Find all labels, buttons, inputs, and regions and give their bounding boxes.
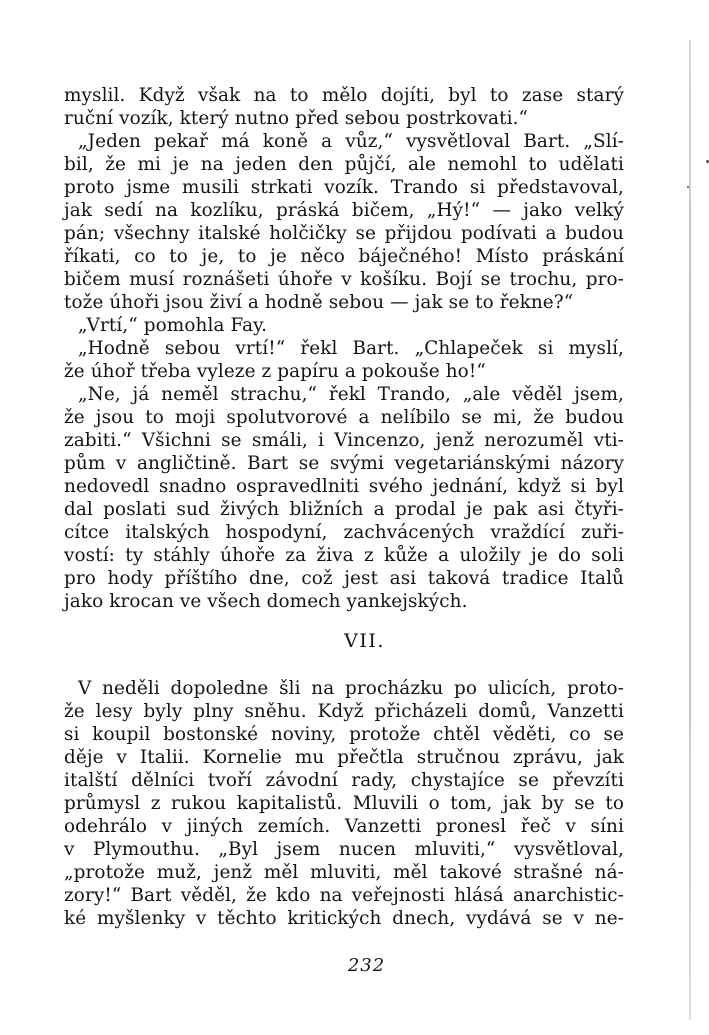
text-line: cítce italských hospodyní, zachvácených vraždící zuři-: [64, 522, 624, 543]
text-line: „Vrtí,“ pomohla Fay.: [78, 315, 268, 336]
text-line: zabiti.“ Všichni se smáli, i Vincenzo, jenž nerozuměl vti-: [64, 430, 624, 451]
text-line: myslil. Když však na to mělo dojíti, byl to zase starý: [64, 85, 624, 106]
text-line: jako krocan ve všech domech yankejských.: [64, 591, 468, 612]
text-line: bil, že mi je na jeden den půjčí, ale nemohl to udělati: [64, 154, 624, 175]
text-line: „protože muž, jenž měl mluviti, měl takové strašné ná-: [64, 862, 624, 883]
text-line: děje v Italii. Kornelie mu přečtla stručnou zprávu, jak: [64, 747, 624, 768]
text-line: pro hody příštího dne, což jest asi taková tradice Italů: [64, 568, 624, 589]
edge-speck: [687, 186, 689, 188]
text-line: vostí: ty stáhly úhoře za živa z kůže a uložily je do soli: [64, 545, 624, 566]
text-line: že úhoř třeba vyleze z papíru a pokouše ho!“: [64, 361, 486, 382]
text-line: pán; všechny italské holčičky se přijdou podívati a budou: [64, 223, 624, 244]
text-line: V neděli dopoledne šli na procházku po ulicích, proto-: [78, 678, 624, 699]
text-line: zory!“ Bart věděl, že kdo na veřejnosti hlásá anarchistic-: [64, 885, 624, 906]
text-line: jak sedí na kozlíku, práská bičem, „Hý!“ — jako velký: [64, 200, 624, 221]
text-line: ké myšlenky v těchto kritických dnech, vydává se v ne-: [64, 908, 624, 929]
page-edge-shadow: [689, 40, 691, 1020]
text-line: italští dělníci tvoří závodní rady, chystajíce se převzíti: [64, 770, 624, 791]
text-line: odehrálo v jiných zemích. Vanzetti pronesl řeč v síni: [64, 816, 624, 837]
text-line: průmysl z rukou kapitalistů. Mluvili o tom, jak by se to: [64, 793, 624, 814]
text-line: nedovedl snadno ospravedlniti svého jednání, když si byl: [64, 476, 624, 497]
text-line: „Hodně sebou vrtí!“ řekl Bart. „Chlapeček si myslí,: [78, 338, 624, 359]
chapter-heading: VII.: [344, 630, 385, 652]
text-line: „Jeden pekař má koně a vůz,“ vysvětloval Bart. „Slí-: [78, 131, 624, 152]
text-line: bičem musí roznášeti úhoře v košíku. Bojí se trochu, pro-: [64, 269, 624, 290]
text-line: v Plymouthu. „Byl jsem nucen mluviti,“ vysvětloval,: [64, 839, 624, 860]
text-line: proto jsme musili strkati vozík. Trando si představoval,: [64, 177, 624, 198]
text-line: dal poslati sud živých bližních a prodal je pak asi čtyři-: [64, 499, 624, 520]
text-line: říkati, co to je, to je něco báječného! Místo práskání: [64, 246, 624, 267]
text-line: tože úhoři jsou živí a hodně sebou — jak se to řekne?“: [64, 292, 574, 313]
text-line: ruční vozík, který nutno před sebou postrkovati.“: [64, 108, 529, 129]
text-line: pům v angličtině. Bart se svými vegetariánskými názory: [64, 453, 624, 474]
text-line: „Ne, já neměl strachu,“ řekl Trando, „ale věděl jsem,: [78, 384, 624, 405]
text-line: že jsou to moji spolutvorové a nelíbilo se mi, že budou: [64, 407, 624, 428]
text-line: že lesy byly plny sněhu. Když přicházeli domů, Vanzetti: [64, 701, 624, 722]
page-number: 232: [347, 955, 386, 976]
text-line: si koupil bostonské noviny, protože chtěl věděti, co se: [64, 724, 624, 745]
